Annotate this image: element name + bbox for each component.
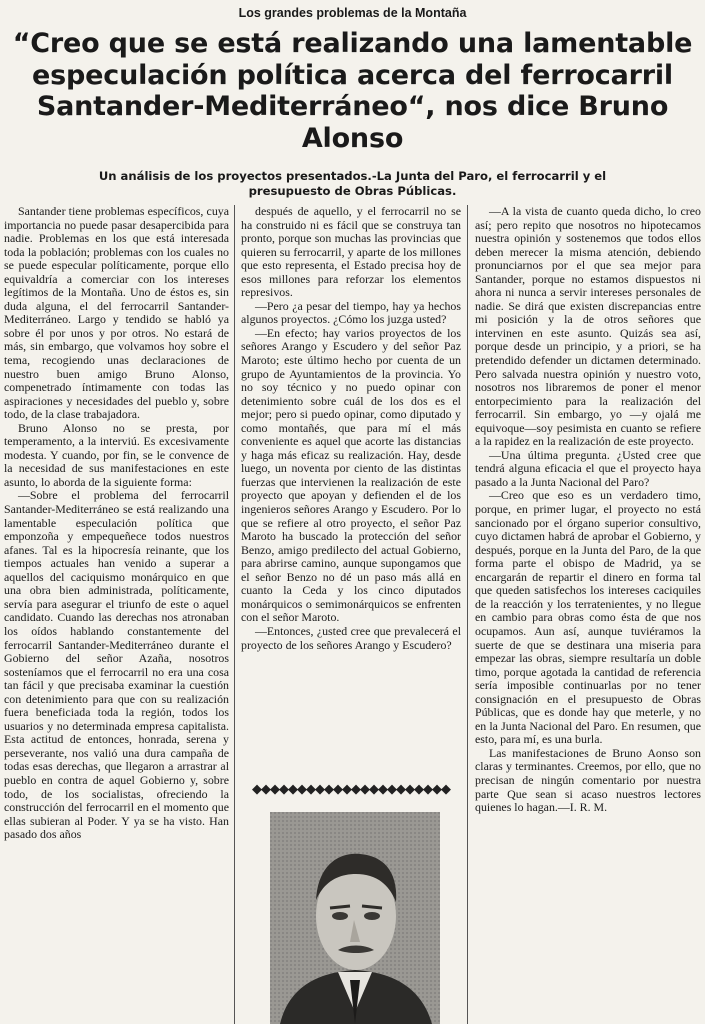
paragraph: —En efecto; hay varios proyectos de los señores Arango y Escudero y del señor Paz Maroto; este último hecho por cuenta de un grupo de Ayuntamientos de la provincia. Yo no soy técnico y no puedo opinar con detenimiento sobre cuál de los dos es el mejor; pero si puedo opinar, como diputado y como montañés, que para mí el más conveniente es aquel que acorte las distancias y haga más eficaz su realización. Hay, desde luego, un noventa por ciento de las distintas fuerzas que intervienen la realización de este proyecto que apoyan y defienden el de los ingenieros señores Arango y Escudero. Por lo que se refiere al otro proyecto, el señor Paz Maroto ha buscado la protección del señor Benzo, amigo predilecto del actual Gobierno, para abrirse camino, aunque supongamos que el señor Benzo no dé un paso más allá en cuanto la Ceda y los cinco diputados monárquicos o semimonárquicos se enfrenten con el señor Maroto. (241, 325, 461, 625)
subheadline: Un análisis de los proyectos presentados.-La Junta del Paro, el ferrocarril y el presupuesto de Obras Públicas. (98, 169, 607, 198)
paragraph: —Creo que eso es un verdadero timo, porque, en primer lugar, el proyecto no está sancionado por el órgano superior consultivo, cuyo dictamen habrá de aprobar el Gobierno, y después, porque en la Junta del Paro, de la que forma parte el obispo de Madrid, ya se encargarán de repartir el dinero en forma tal que queden satisfechos los intereses caciquiles de la reacción y los terratenientes, y no llegue en cambio para obras como ésta de que nos ocupamos. Aun así, aunque tuviéramos la suerte de que se destinara una miseria para empezar las obras, siempre resultaría un doble timo, porque agotada la cantidad de referencia sería imposible continuarlas por no tener consignación en el presupuesto de Obras Públicas, que es donde hay que meterle, y no en la Junta Nacional del Paro. En resumen, que esto, para mí, es una burla. (475, 488, 701, 747)
paragraph: Bruno Alonso no se presta, por temperamento, a la interviú. Es excesivamente modesta. Y cuando, por fin, se le convence de la necesidad de sus manifestaciones en este asunto, lo aborda de la siguiente forma: (4, 420, 229, 489)
article-column-2 (241, 205, 461, 770)
paragraph: —Una última pregunta. ¿Usted cree que tendrá alguna eficacia el que el proyecto haya pasado a la Junta Nacional del Paro? (475, 447, 701, 489)
ornamental-divider: ◆◆◆◆◆◆◆◆◆◆◆◆◆◆◆◆◆◆◆◆◆◆ (252, 784, 450, 796)
paragraph: Santander tiene problemas específicos, cuya importancia no puede pasar desapercibida para nadie. Problemas en los que está interesada toda la población; problemas con los cuales no se puede especular políticamente, porque ello equivaldría a comerciar con los intereses legítimos de la Montaña. Uno de éstos es, sin duda alguna, el del ferrocarril Santander-Mediterráneo. Largo y tendido se habló ya sobre él por unos y por otros. No estará de más, sin embargo, que volvamos hoy sobre el tema, recogiendo unas declaraciones de nuestro buen amigo Bruno Alonso, compenetrado íntimamente con todas las aspiraciones y necesidades del pueblo y, sobre todo, de la clase trabajadora. (4, 205, 229, 422)
paragraph: Las manifestaciones de Bruno Aonso son claras y terminantes. Creemos, por ello, que no precisan de ningún comentario por nuestra parte Que sean si acaso nuestros lectores quienes lo hagan.—I. R. M. (475, 745, 701, 815)
portrait-photo (270, 812, 440, 1024)
article-column-3 (475, 205, 701, 1024)
paragraph: —Sobre el problema del ferrocarril Santander-Mediterráneo se está realizando una lamentable especulación política que emponzoña y empequeñece todos nuestros afanes. Tal es la hipocresía reinante, que los tiempos actuales han venido a superar a aquellos del caciquismo monárquico en que una obra bien administrada, políticamente, servía para asegurar el triunfo de este o aquel candidato. Cuando las derechas nos atronaban los oídos hablando constantemente del ferrocarril Santander-Mediterráneo durante el Gobierno del señor Azaña, nosotros sosteníamos que el ferrocarril no era una cosa tan fácil y que precisaba examinar la cuestión con detenimiento para que con su realización fuera beneficiada toda la región, todos los usuarios y no determinada empresa capitalista. Esta actitud de entonces, honrada, serena y perseverante, nos valió una dura campaña de todas esas derechas, que llegaron a arrastrar al pueblo en contra de aquel Gobierno y, sobre todo, de los socialistas, ofreciendo la construcción del ferrocarril en el momento que ellas subieran al Poder. Y ya se ha visto. Han pasado dos años (4, 488, 229, 842)
article-column-1 (4, 205, 229, 1024)
paragraph: después de aquello, y el ferrocarril no se ha construido ni es fácil que se construya tan pronto, porque son muchas las provincias que quieren su ferrocarril, y aparte de los millones que esto representa, el Estado precisa hoy de esos millones para reforzar los elementos represivos. (241, 205, 461, 300)
paragraph: —Entonces, ¿usted cree que prevalecerá el proyecto de los señores Arango y Escudero? (241, 623, 461, 652)
paragraph: —Pero ¿a pesar del tiempo, hay ya hechos algunos proyectos. ¿Cómo los juzga usted? (241, 298, 461, 327)
headline: “Creo que se está realizando una lamentable especulación política acerca del ferrocarril Santander-Mediterráneo“, nos dice Bruno Alonso (12, 28, 693, 154)
portrait-image (270, 812, 440, 1024)
paragraph: —A la vista de cuanto queda dicho, lo creo así; pero repito que nosotros no hipotecamos nuestra opinión y sostenemos que todos ellos deben merecer la misma atención, debiendo pronunciarnos por el que sea mejor para Santander, porque no estamos dispuestos ni ahora ni nunca a servir intereses personales de nadie. Se dirá que existen discrepancias entre mi posición y la de otros señores que intervinen en este asunto. Quizás sea así, porque desde un principio, y a priori, se ha pretendido defender un dictamen determinado. Pero salvada nuestra opinión y nuestro voto, nosotros nos libraremos de poner el menor entorpecimiento para la realización del ferrocarril. Sin embargo, yo —y ojalá me equivoque—soy pesimista en cuanto se refiere a la rapidez en la realización de este proyecto. (475, 205, 701, 449)
column-rule (467, 205, 468, 1024)
section-kicker: Los grandes problemas de la Montaña (238, 6, 467, 20)
column-rule (234, 205, 235, 1024)
